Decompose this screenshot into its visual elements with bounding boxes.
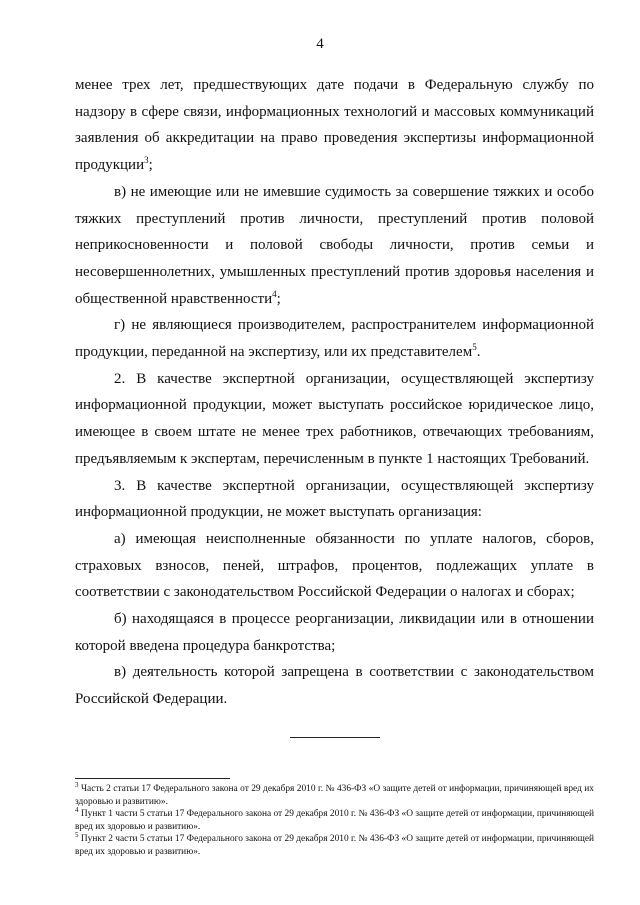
paragraph-tail: . bbox=[476, 344, 481, 361]
paragraph-continuation bbox=[75, 72, 594, 179]
paragraph-tail: ; bbox=[276, 290, 281, 307]
footnote-text: Пункт 1 части 5 статьи 17 Федерального закона от 29 декабря 2010 г. № 436-ФЗ «О защите детей от информации, причиняющей вред их здоровью и развитию». bbox=[75, 809, 594, 832]
footnote-ref: 3 bbox=[144, 155, 149, 166]
footnote-ref: 5 bbox=[472, 342, 477, 353]
section-end-divider bbox=[290, 737, 380, 738]
footnote bbox=[75, 833, 594, 858]
footnote bbox=[75, 780, 594, 808]
footnote-mark: 5 bbox=[75, 831, 79, 840]
footnote-divider bbox=[75, 778, 230, 779]
paragraph-text: в) не имеющие или не имевшие судимость за совершение тяжких и особо тяжких преступлений против личности, преступлений против половой неприкосновенности и половой свободы личности, против семьи и несовершеннолетних, умышленных преступлений против здоровья населения и общественной нравственности bbox=[75, 183, 594, 307]
paragraph-text: менее трех лет, предшествующих дате подачи в Федеральную службу по надзору в сфере связи, информационных технологий и массовых коммуникаций заявления об аккредитации на право проведения экспертизы информационной продукции bbox=[75, 77, 594, 174]
paragraph-text: г) не являющиеся производителем, распространителем информационной продукции, переданной на экспертизу, или их представителем bbox=[75, 317, 594, 361]
footnote-text: Пункт 2 части 5 статьи 17 Федерального закона от 29 декабря 2010 г. № 436-ФЗ «О защите детей от информации, причиняющей вред их здоровью и развитию». bbox=[75, 834, 594, 857]
footnote-ref: 4 bbox=[272, 288, 277, 299]
paragraph-clause-3: 3. В качестве экспертной организации, осуществляющей экспертизу информационной продукции, не может выступать организация: bbox=[75, 477, 594, 521]
page-number: 4 bbox=[316, 36, 324, 52]
footnote-mark: 4 bbox=[75, 806, 79, 815]
footnotes bbox=[75, 780, 594, 859]
paragraph-item-b: б) находящаяся в процессе реорганизации, ликвидации или в отношении которой введена процедура банкротства; bbox=[75, 611, 594, 654]
paragraph-item-v bbox=[75, 179, 594, 313]
footnote bbox=[75, 808, 594, 833]
paragraph-item-g bbox=[75, 312, 594, 365]
footnote-mark: 3 bbox=[75, 780, 79, 789]
footnote-text: Часть 2 статьи 17 Федерального закона от 29 декабря 2010 г. № 436-ФЗ «О защите детей от информации, причиняющей вред их здоровью и развитию». bbox=[75, 784, 594, 807]
paragraph-item-a: а) имеющая неисполненные обязанности по уплате налогов, сборов, страховых взносов, пеней, штрафов, процентов, подлежащих уплате в соответствии с законодательством Российской Федерации о налогах и сборах; bbox=[75, 530, 594, 601]
document-body bbox=[75, 72, 594, 713]
paragraph-tail: ; bbox=[148, 157, 153, 174]
paragraph-item-v2: в) деятельность которой запрещена в соответствии с законодательством Российской Федерации. bbox=[75, 664, 594, 708]
paragraph-clause-2: 2. В качестве экспертной организации, осуществляющей экспертизу информационной продукции, может выступать российское юридическое лицо, имеющее в своем штате не менее трех работников, отвечающих требованиям, предъявляемым к экспертам, перечисленным в пункте 1 настоящих Требований. bbox=[75, 370, 594, 467]
